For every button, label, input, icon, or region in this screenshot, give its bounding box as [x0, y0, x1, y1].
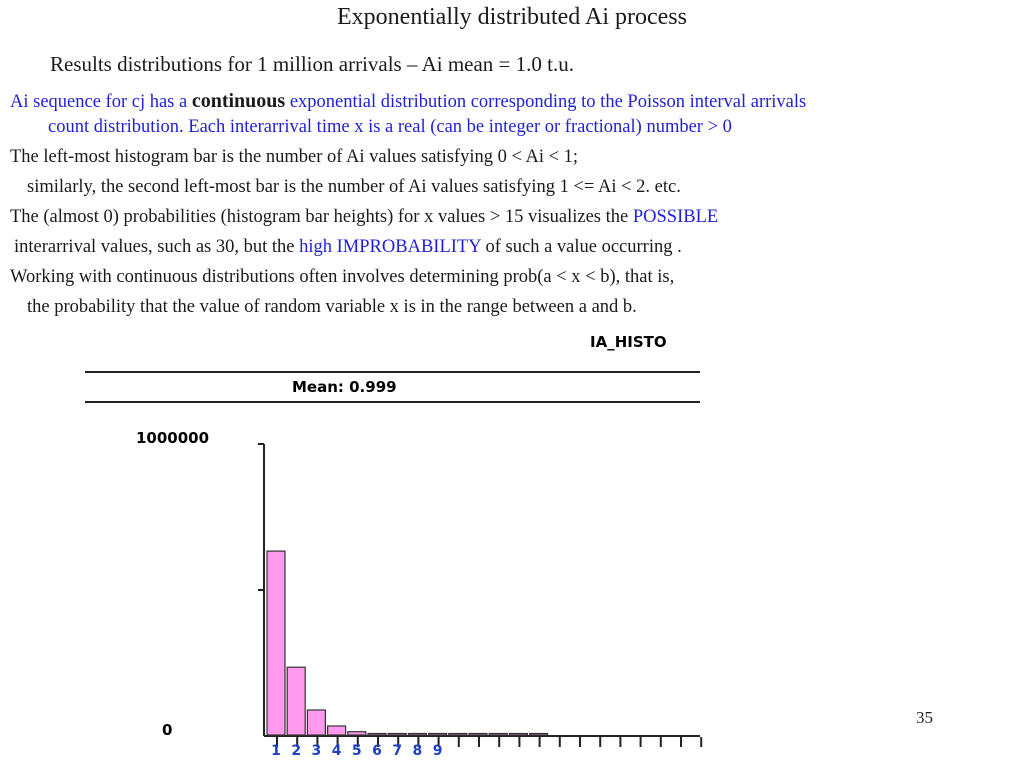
- x-tick-label-4: 4: [331, 743, 342, 759]
- x-tick-label-8: 8: [412, 743, 423, 759]
- p3-text-e: of such a value occurring .: [480, 237, 682, 257]
- chart-annotation-mean: Mean: 0.999: [292, 378, 397, 396]
- p3-text-c: interarrival values, such as 30, but the: [14, 237, 300, 257]
- x-tick-label-3: 3: [311, 743, 322, 759]
- page-number: 35: [916, 708, 933, 727]
- histogram-bar-6: [368, 734, 386, 736]
- bars-group: [267, 551, 548, 735]
- histogram-bar-9: [429, 734, 447, 736]
- histogram-bar-13: [509, 734, 527, 736]
- page-title: Exponentially distributed Ai process: [337, 4, 687, 30]
- paragraph-1-line-2: count distribution. Each interarrival time x is a real (can be integer or fractional) number > 0: [48, 117, 732, 137]
- histogram-bar-14: [530, 734, 548, 736]
- x-tick-labels-group: [271, 743, 442, 759]
- x-tick-label-5: 5: [351, 743, 362, 759]
- histogram-bar-8: [408, 734, 426, 736]
- paragraph-4-line-2: the probability that the value of random variable x is in the range between a and b.: [27, 297, 637, 317]
- histogram-bar-7: [388, 734, 406, 736]
- paragraph-4-line-1: Working with continuous distributions often involves determining prob(a < x < b), that is,: [10, 267, 675, 287]
- p1-emphasis-continuous: continuous: [191, 90, 286, 112]
- histogram-bar-2: [287, 667, 305, 735]
- p3-text-a: The (almost 0) probabilities (histogram bar heights) for x values > 15 visualizes the: [10, 207, 633, 227]
- p3-emphasis-improbability: high IMPROBABILITY: [299, 237, 481, 257]
- p1-text-a: Ai sequence for cj has a: [10, 92, 192, 112]
- subtitle: Results distributions for 1 million arrivals – Ai mean = 1.0 t.u.: [50, 52, 574, 76]
- y-tick-label-min: 0: [162, 721, 173, 739]
- y-tick-label-max: 1000000: [136, 429, 210, 447]
- paragraph-2-line-2: similarly, the second left-most bar is the number of Ai values satisfying 1 <= Ai < 2. etc.: [27, 177, 681, 197]
- histogram-bar-10: [449, 734, 467, 736]
- histogram-bar-4: [328, 726, 346, 735]
- chart-title: IA_HISTO: [590, 333, 667, 351]
- histogram-bar-5: [348, 732, 366, 735]
- x-tick-label-7: 7: [392, 743, 403, 759]
- p1-text-c: exponential distribution corresponding to the Poisson interval arrivals: [285, 92, 807, 112]
- x-tick-label-9: 9: [432, 743, 443, 759]
- x-tick-label-2: 2: [291, 743, 302, 759]
- histogram-bar-1: [267, 551, 285, 735]
- paragraph-2-line-1: The left-most histogram bar is the number of Ai values satisfying 0 < Ai < 1;: [10, 147, 579, 167]
- x-tick-label-1: 1: [271, 743, 281, 759]
- x-tick-label-6: 6: [372, 743, 382, 759]
- histogram-bar-11: [469, 734, 487, 736]
- histogram-bar-3: [307, 710, 325, 735]
- p3-emphasis-possible: POSSIBLE: [632, 207, 719, 227]
- histogram-bar-12: [489, 734, 507, 736]
